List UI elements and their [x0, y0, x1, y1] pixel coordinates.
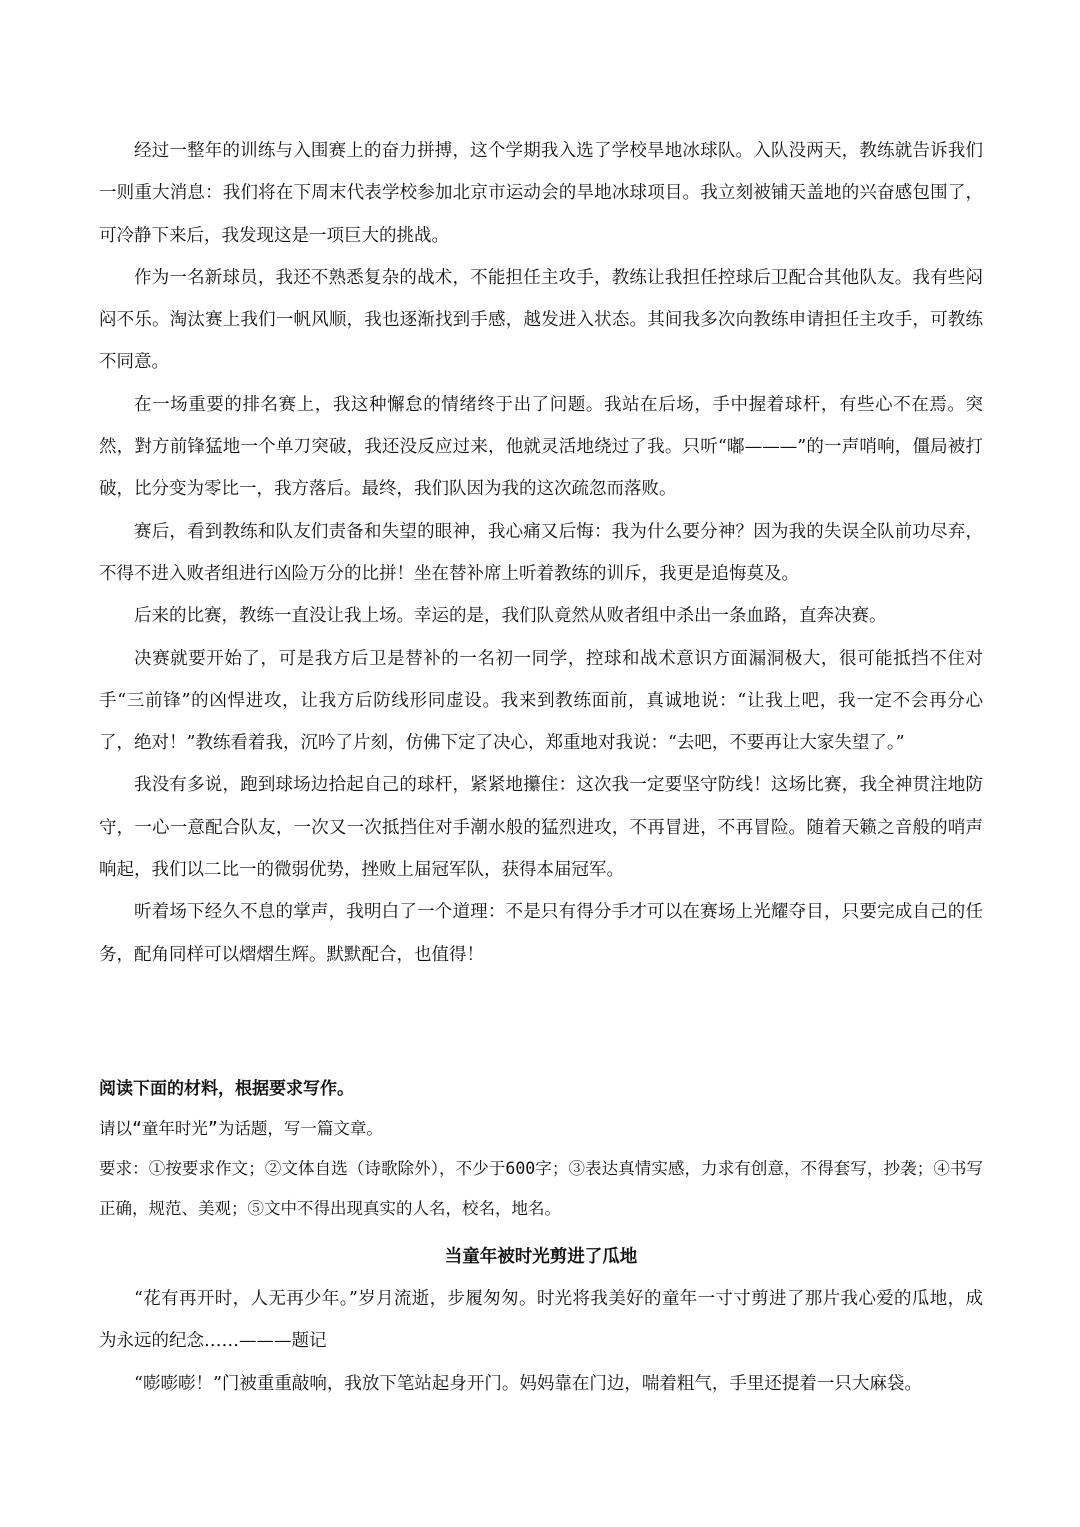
- essay-paragraph: 作为一名新球员，我还不熟悉复杂的战术，不能担任主攻手，教练让我担任控球后卫配合其他队友。我有些闷闷不乐。淘汰赛上我们一帆风顺，我也逐渐找到手感，越发进入状态。其间我多次向教练申请担任主攻手，可教练不同意。: [99, 267, 983, 373]
- prompt-requirements: 要求：①按要求作文；②文体自选（诗歌除外），不少于600字；③表达真情实感，力求有创意，不得套写，抄袭；④书写正确，规范、美观；⑤文中不得出现真实的人名，校名，地名。: [99, 1159, 983, 1218]
- model-essay-paragraph: “嘭嘭嘭！”门被重重敲响，我放下笔站起身开门。妈妈靠在门边，喘着粗气，手里还提着一只大麻袋。: [134, 1373, 922, 1394]
- essay-paragraph: 后来的比赛，教练一直没让我上场。幸运的是，我们队竟然从败者组中杀出一条血路，直奔决赛。: [134, 606, 887, 627]
- essay-paragraph: 在一场重要的排名赛上，我这种懈怠的情绪终于出了问题。我站在后场，手中握着球杆，有些心不在焉。突然，對方前锋猛地一个单刀突破，我还没反应过来，他就灵活地绕过了我。只听“嘟———”的一声哨响，僵局被打破，比分变为零比一，我方落后。最终，我们队因为我的这次疏忽而落败。: [99, 394, 983, 500]
- writing-prompt: [99, 1069, 983, 1229]
- essay-paragraph: 决赛就要开始了，可是我方后卫是替补的一名初一同学，控球和战术意识方面漏洞极大，很可能抵挡不住对手“三前锋”的凶悍进攻，让我方后防线形同虚设。我来到教练面前，真诚地说：“让我上吧，我一定不会再分心了，绝对！”教练看着我，沉吟了片刻，仿佛下定了决心，郑重地对我说：“去吧，不要再让大家失望了。”: [99, 648, 983, 754]
- essay-paragraph: 听着场下经久不息的掌声，我明白了一个道理：不是只有得分手才可以在赛场上光耀夺目，只要完成自己的任务，配角同样可以熠熠生辉。默默配合，也值得！: [99, 902, 983, 965]
- prompt-title: 阅读下面的材料，根据要求写作。: [99, 1079, 354, 1099]
- essay-paragraph: 经过一整年的训练与入围赛上的奋力拼搏，这个学期我入选了学校旱地冰球队。入队没两天，教练就告诉我们一则重大消息：我们将在下周末代表学校参加北京市运动会的旱地冰球项目。我立刻被铺天盖地的兴奋感包围了，可冷静下来后，我发现这是一项巨大的挑战。: [99, 141, 983, 246]
- essay-paragraph: 赛后，看到教练和队友们责备和失望的眼神，我心痛又后悔：我为什么要分神？因为我的失误全队前功尽弃，不得不进入败者组进行凶险万分的比拼！坐在替补席上听着教练的训斥，我更是追悔莫及。: [99, 521, 983, 584]
- model-essay-title: 当童年被时光剪进了瓜地: [444, 1247, 638, 1267]
- essay-paragraph: 我没有多说，跑到球场边拾起自己的球杆，紧紧地攥住：这次我一定要坚守防线！这场比赛，我全神贯注地防守，一心一意配合队友，一次又一次抵挡住对手潮水般的猛烈进攻，不再冒进，不再冒险。随着天籁之音般的哨声响起，我们以二比一的微弱优势，挫败上届冠军队，获得本届冠军。: [99, 775, 983, 881]
- essay-body: [99, 130, 983, 976]
- prompt-topic: 请以“童年时光”为话题，写一篇文章。: [99, 1119, 383, 1138]
- model-essay: [99, 1236, 983, 1405]
- model-essay-paragraph: “花有再开时，人无再少年。”岁月流逝，步履匆匆。时光将我美好的童年一寸寸剪进了那片我心爱的瓜地，成为永远的纪念……———题记: [99, 1289, 983, 1352]
